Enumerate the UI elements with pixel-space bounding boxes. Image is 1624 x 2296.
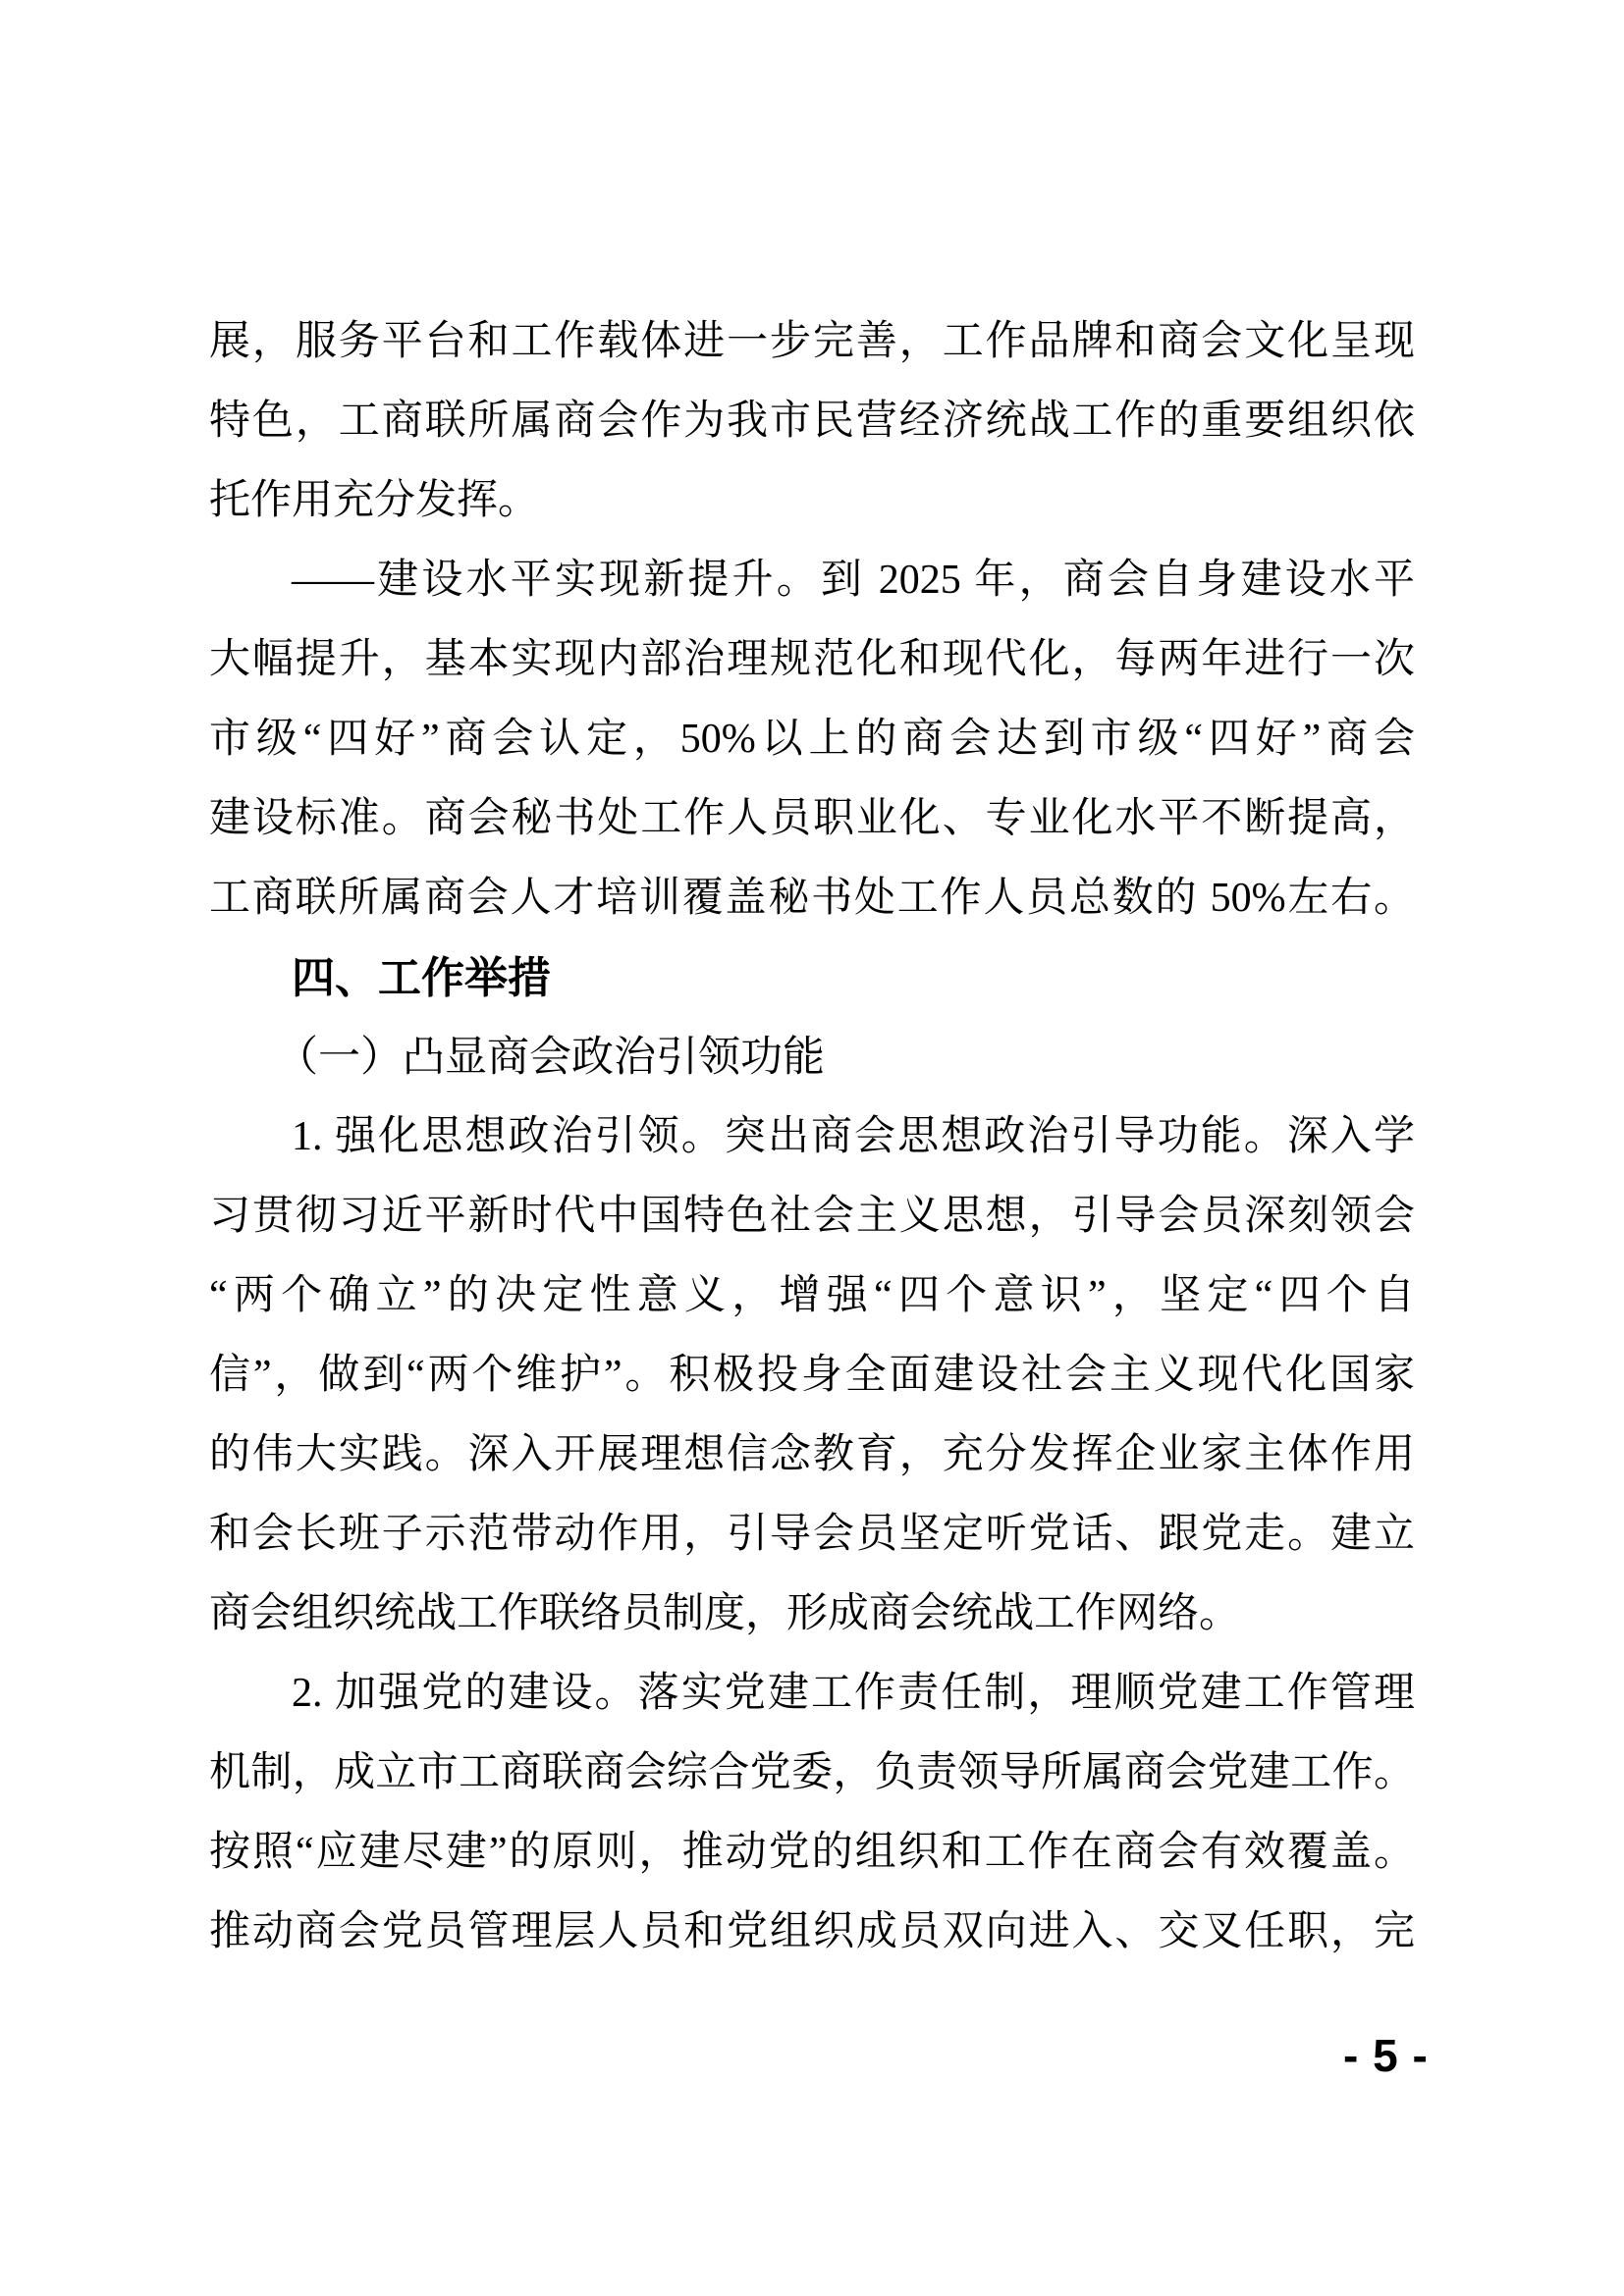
- body-line: 2. 加强党的建设。落实党建工作责任制，理顺党建工作管理: [292, 1671, 1415, 1716]
- subsection-heading: （一）凸显商会政治引领功能: [276, 1035, 825, 1081]
- body-line: 展，服务平台和工作载体进一步完善，工作品牌和商会文化呈现: [209, 319, 1415, 364]
- body-line: 机制，成立市工商联商会综合党委，负责领导所属商会党建工作。: [209, 1750, 1415, 1795]
- body-line: 商会组织统战工作联络员制度，形成商会统战工作网络。: [209, 1591, 1241, 1636]
- body-line: 特色，工商联所属商会作为我市民营经济统战工作的重要组织依: [209, 399, 1415, 444]
- section-heading: 四、工作举措: [292, 954, 551, 1002]
- body-line: 市级“四好”商会认定，50%以上的商会达到市级“四好”商会: [209, 717, 1415, 762]
- body-line: 工商联所属商会人才培训覆盖秘书处工作人员总数的 50%左右。: [209, 876, 1415, 921]
- text-block: [209, 302, 1415, 1972]
- body-line: 按照“应建尽建”的原则，推动党的组织和工作在商会有效覆盖。: [209, 1830, 1415, 1875]
- body-line: 习贯彻习近平新时代中国特色社会主义思想，引导会员深刻领会: [209, 1194, 1415, 1239]
- page-number: - 5 -: [1343, 2030, 1429, 2081]
- body-line: 托作用充分发挥。: [209, 478, 540, 523]
- body-line: 和会长班子示范带动作用，引导会员坚定听党话、跟党走。建立: [209, 1512, 1415, 1557]
- body-line: 推动商会党员管理层人员和党组织成员双向进入、交叉任职，完: [209, 1909, 1415, 1954]
- body-line: 1. 强化思想政治引领。突出商会思想政治引导功能。深入学: [292, 1114, 1415, 1159]
- body-line: “两个确立”的决定性意义，增强“四个意识”，坚定“四个自: [209, 1273, 1415, 1318]
- body-line: 建设标准。商会秘书处工作人员职业化、专业化水平不断提高，: [209, 796, 1415, 841]
- body-line: 信”，做到“两个维护”。积极投身全面建设社会主义现代化国家: [209, 1353, 1415, 1398]
- body-line: ——建设水平实现新提升。到 2025 年，商会自身建设水平: [292, 558, 1415, 603]
- body-line: 的伟大实践。深入开展理想信念教育，充分发挥企业家主体作用: [209, 1432, 1415, 1477]
- body-line: 大幅提升，基本实现内部治理规范化和现代化，每两年进行一次: [209, 637, 1415, 682]
